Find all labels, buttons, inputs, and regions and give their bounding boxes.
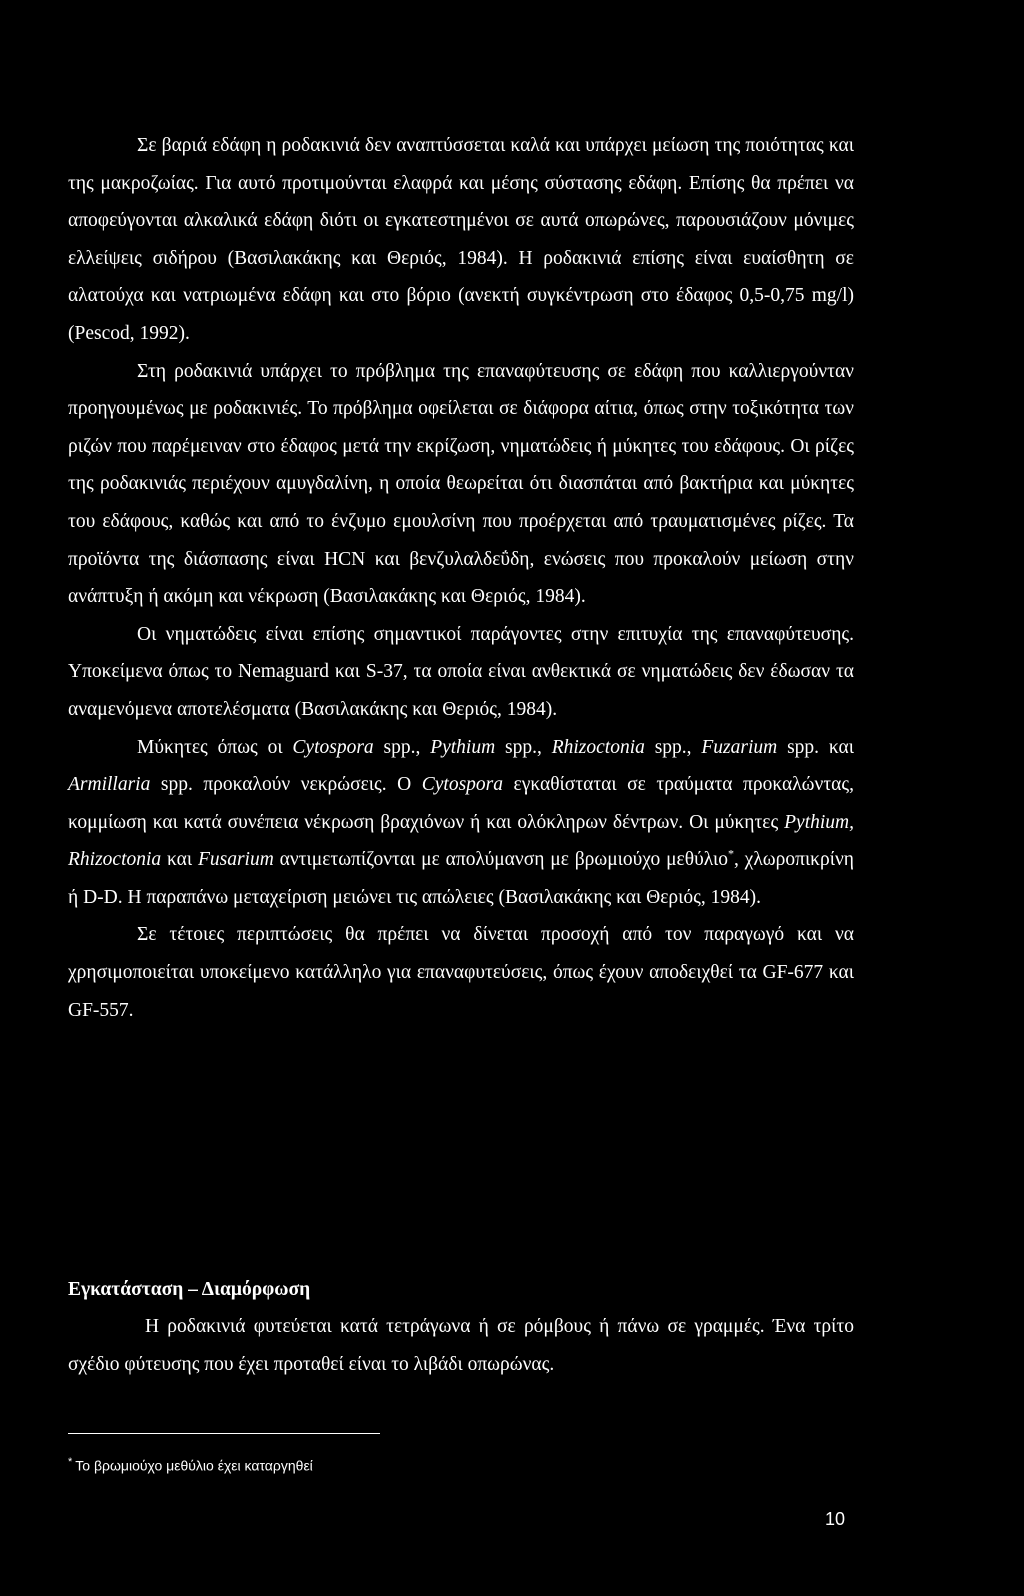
- paragraph: [68, 729, 854, 917]
- footnote-text: Το βρωμιούχο μεθύλιο έχει καταργηθεί: [75, 1457, 313, 1474]
- text-run: , χλωροπικρίνη ή D-D. Η παραπάνω μεταχείριση μειώνει τις απώλειες (Βασιλακάκης και Θεριός, 1984).: [68, 849, 855, 908]
- italic-term: Armillaria: [68, 774, 151, 796]
- text-run: και: [161, 849, 198, 871]
- italic-term: Rhizoctonia: [551, 736, 645, 758]
- text-run: spp. προκαλούν νεκρώσεις. Ο: [150, 774, 422, 796]
- section-heading: Εγκατάσταση – Διαμόρφωση: [68, 1279, 311, 1300]
- text-run: spp.,: [373, 736, 431, 758]
- footnote-divider: [68, 1433, 380, 1434]
- footnote: [68, 1453, 313, 1475]
- text-run: Στη ροδακινιά υπάρχει το πρόβλημα της επαναφύτευσης σε εδάφη που καλλιεργούνταν προηγουμένως με ροδακινιές. Το πρόβλημα οφείλεται σε διάφορα αίτια, όπως στην τοξικότητα των ριζών που παρέμειναν στο έδαφος μετά την εκρίζωση, νηματώδεις ή μύκητες του εδάφους. Οι ρίζες της ροδακινιάς περιέχουν αμυγδαλίνη, η οποία θεωρείται ότι διασπάται από βακτήρια και μύκητες του εδάφους, καθώς και από το ένζυμο εμουλσίνη που προέρχεται από τραυματισμένες ρίζες. Τα προϊόντα της διάσπασης είναι HCN και βενζυλαλδεΰδη, ενώσεις που προκαλούν μείωση στην ανάπτυξη ή ακόμη και νέκρωση (Βασιλακάκης και Θεριός, 1984).: [68, 360, 854, 608]
- text-run: spp.,: [495, 736, 552, 758]
- italic-term: Pythium: [430, 736, 496, 758]
- page-number: 10: [825, 1509, 846, 1529]
- italic-term: Cytospora: [292, 736, 374, 758]
- text-run: εγκαθίσταται σε τραύματα προκαλώντας, κομμίωση και κατά συνέπεια νέκρωση βραχιόνων ή και ολόκληρων δέντρων. Οι μύκητες: [68, 774, 854, 833]
- paragraph: [68, 616, 854, 729]
- text-run: Σε βαριά εδάφη η ροδακινιά δεν αναπτύσσεται καλά και υπάρχει μείωση της ποιότητας και της μακροζωίας. Για αυτό προτιμούνται ελαφρά και μέσης σύστασης εδάφη. Επίσης θα πρέπει να αποφεύγονται αλκαλικά εδάφη διότι οι εγκατεστημένοι σε αυτά οπωρώνες, παρουσιάζουν μόνιμες ελλείψεις σιδήρου (Βασιλακάκης και Θεριός, 1984). Η ροδακινιά επίσης είναι ευαίσθητη σε αλατούχα και νατριωμένα εδάφη και στο βόριο (ανεκτή συγκέντρωση στο έδαφος 0,5-0,75 mg/l) (Pescod, 1992).: [68, 135, 854, 344]
- italic-term: Cytospora: [421, 774, 504, 796]
- section-body: [68, 1308, 854, 1383]
- paragraph: [68, 353, 854, 616]
- text-run: αντιμετωπίζονται με απολύμανση με βρωμιούχο μεθύλιο: [273, 849, 728, 871]
- text-run: Σε τέτοιες περιπτώσεις θα πρέπει να δίνεται προσοχή από τον παραγωγό και να χρησιμοποιείται υποκείμενο κατάλληλο για επαναφυτεύσεις, όπως έχουν αποδειχθεί τα GF-677 και GF-557.: [68, 924, 854, 1021]
- italic-term: Fusarium: [197, 849, 274, 871]
- footnote-marker: *: [68, 1456, 73, 1468]
- text-run: Οι νηματώδεις είναι επίσης σημαντικοί παράγοντες στην επιτυχία της επαναφύτευσης. Υποκείμενα όπως το Nemaguard και S-37, τα οποία είναι ανθεκτικά σε νηματώδεις δεν έδωσαν τα αναμενόμενα αποτελέσματα (Βασιλακάκης και Θεριός, 1984).: [68, 623, 854, 720]
- text-run: Μύκητες όπως οι: [137, 736, 293, 758]
- paragraph: [68, 127, 854, 353]
- italic-term: Pythium,: [784, 811, 854, 833]
- italic-term: Fuzarium: [701, 736, 778, 758]
- footnote-reference: *: [727, 846, 734, 861]
- text-run: spp.,: [644, 736, 702, 758]
- text-run: spp. και: [777, 736, 854, 758]
- paragraph: [68, 916, 854, 1029]
- italic-term: Rhizoctonia: [68, 849, 162, 871]
- body-text: [68, 127, 854, 1029]
- paragraph: Η ροδακινιά φυτεύεται κατά τετράγωνα ή σε ρόμβους ή πάνω σε γραμμές. Ένα τρίτο σχέδιο φύτευσης που έχει προταθεί είναι το λιβάδι οπωρώνας.: [68, 1316, 854, 1375]
